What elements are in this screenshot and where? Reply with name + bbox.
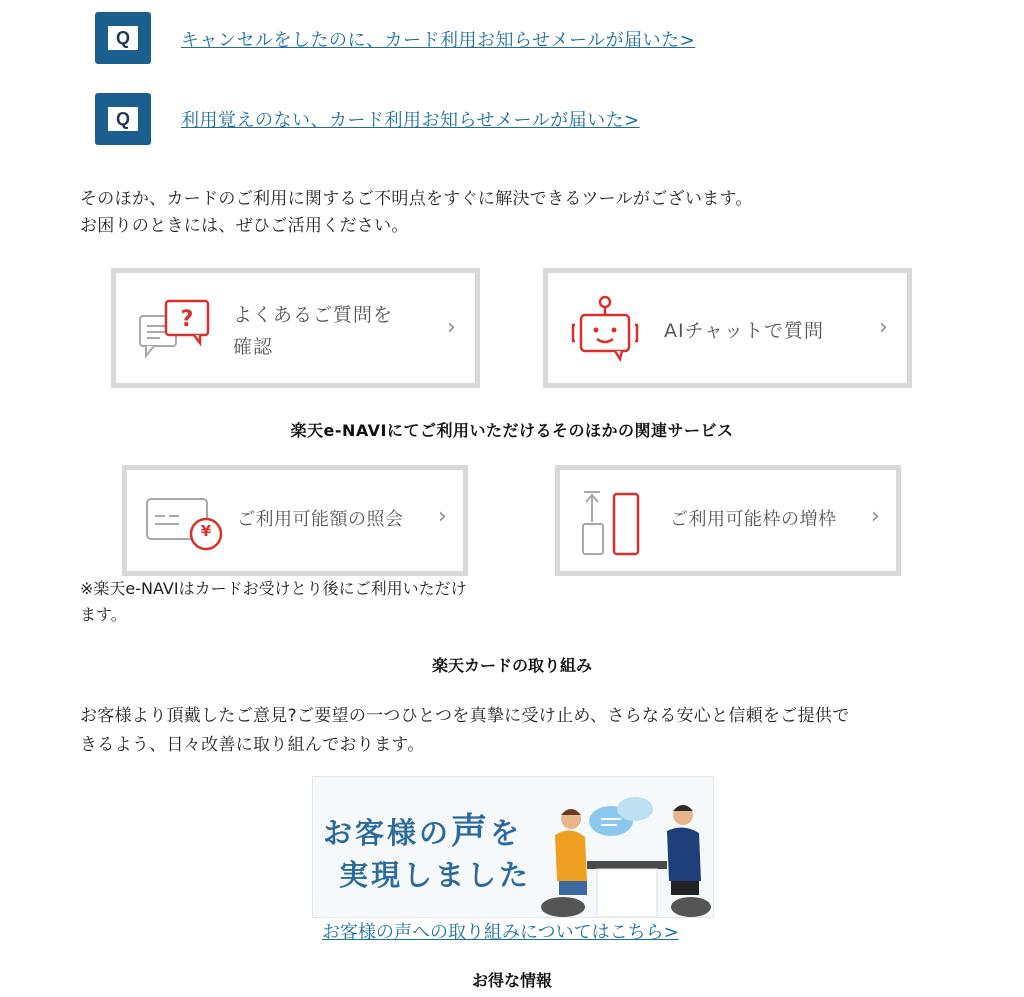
deals-heading: お得な情報 bbox=[471, 971, 552, 990]
available-balance-label: ご利用可能額の照会 bbox=[237, 509, 404, 530]
voice-initiative-link[interactable]: お客様の声への取り組みについてはこちら> bbox=[322, 922, 679, 943]
intro-paragraph bbox=[80, 186, 980, 240]
faq-card-label-line1: よくあるご質問を bbox=[233, 304, 394, 326]
faq-q-badge bbox=[95, 93, 151, 145]
yen-symbol: ¥ bbox=[200, 522, 212, 540]
enavi-heading: 楽天e-NAVIにてご利用いただけるそのほかの関連サービス bbox=[290, 421, 734, 440]
chevron-right-icon: › bbox=[447, 315, 456, 340]
intro-line-1: そのほか、カードのご利用に関するご不明点をすぐに解決できるツールがございます。 bbox=[80, 189, 753, 209]
banner-title-line2: 実現しました bbox=[339, 858, 532, 892]
faq-link-unknown-use[interactable]: 利用覚えのない、カード利用お知らせメールが届いた> bbox=[181, 110, 640, 131]
banner-title-part: を bbox=[490, 816, 523, 850]
q-icon: Q bbox=[108, 107, 138, 131]
limit-increase-card[interactable] bbox=[555, 465, 901, 576]
robot-icon bbox=[570, 293, 640, 365]
faq-link-cancel[interactable]: キャンセルをしたのに、カード利用お知らせメールが届いた> bbox=[181, 30, 696, 51]
available-balance-card[interactable] bbox=[122, 465, 468, 576]
ai-chat-card-label: AIチャットで質問 bbox=[664, 320, 825, 342]
banner-title-line1 bbox=[323, 803, 522, 854]
people-talking-illustration bbox=[523, 785, 713, 917]
enavi-note bbox=[80, 576, 520, 628]
svg-text:?: ? bbox=[180, 307, 194, 332]
chevron-right-icon: › bbox=[438, 504, 447, 529]
efforts-line2: きるよう、日々改善に取り組んでおります。 bbox=[80, 735, 425, 755]
efforts-heading: 楽天カードの取り組み bbox=[431, 656, 592, 675]
efforts-line1: お客様より頂戴したご意見?ご要望の一つひとつを真摯に受け止め、さらなる安心と信頼をご提供で bbox=[80, 706, 850, 726]
faq-card[interactable] bbox=[111, 268, 480, 388]
efforts-paragraph bbox=[80, 702, 980, 760]
faq-q-badge bbox=[95, 12, 151, 64]
enavi-note-line1: ※楽天e-NAVIはカードお受けとり後にご利用いただけ bbox=[80, 579, 467, 598]
limit-increase-icon bbox=[580, 486, 644, 558]
chevron-right-icon: › bbox=[871, 504, 880, 529]
banner-title-part: お客様の bbox=[323, 816, 452, 850]
enavi-note-line2: ます。 bbox=[80, 605, 127, 624]
limit-increase-label: ご利用可能枠の増枠 bbox=[670, 509, 837, 530]
q-icon: Q bbox=[108, 26, 138, 50]
question-chat-icon bbox=[138, 296, 214, 362]
faq-card-label-line2: 確認 bbox=[233, 336, 274, 358]
ai-chat-card[interactable] bbox=[543, 268, 912, 388]
chevron-right-icon: › bbox=[879, 315, 888, 340]
intro-line-2: お困りのときには、ぜひご活用ください。 bbox=[80, 216, 409, 236]
voice-banner[interactable] bbox=[312, 776, 714, 918]
banner-title-voice: 声 bbox=[451, 811, 491, 852]
faq-card-label bbox=[233, 299, 393, 363]
